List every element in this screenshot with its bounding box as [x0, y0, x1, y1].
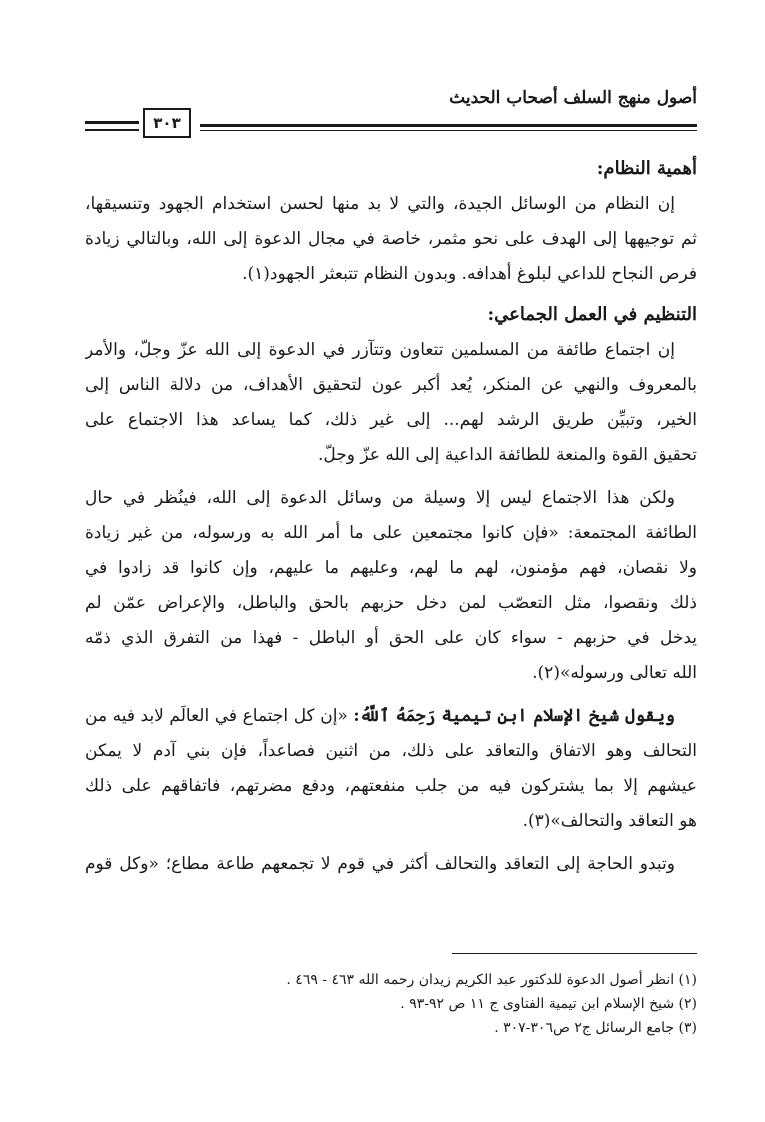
footnote: (٢) شيخ الإسلام ابن تيمية الفتاوى ج ١١ ص ٩٢-٩٣ . — [400, 996, 697, 1012]
footnotes — [85, 968, 697, 1040]
paragraph — [85, 187, 697, 292]
paragraph — [85, 481, 697, 691]
text-line: ولكن هذا الاجتماع ليس إلا وسيلة من وسائل الدعوة إلى الله، فينُظر في حال — [85, 488, 675, 508]
text-line: يدخل في حزبهم - سواء كان على الحق أو الباطل - فهذا من التفرق الذي ذمّه — [85, 628, 697, 648]
footnote-separator — [452, 953, 697, 954]
text-line: هو التعاقد والتحالف»(٣). — [522, 811, 697, 831]
running-title: أصول منهج السلف أصحاب الحديث — [449, 88, 697, 108]
text-line: إن النظام من الوسائل الجيدة، والتي لا بد منها لحسن استخدام الجهود وتنسيقها، — [85, 194, 675, 214]
quoted-author: ويقول شيخ الإسلام ابن تيمية رَحِمَهُ ٱللَّهُ: — [353, 706, 675, 726]
header-ornament-bar — [85, 129, 139, 131]
section-heading: التنظيم في العمل الجماعي: — [487, 304, 697, 325]
header-rule-thin — [200, 130, 697, 131]
page-number: ٣٠٣ — [143, 108, 191, 138]
header-rule — [200, 124, 697, 127]
text-line: الخير، وتبيِّن طريق الرشد لهم... إلى غير ذلك، كما يساعد هذا الاجتماع على — [85, 410, 697, 430]
header-ornament-bar — [85, 121, 139, 124]
text-line: إن اجتماع طائفة من المسلمين تتعاون وتتآزر في الدعوة إلى الله عزّ وجلّ، والأمر — [85, 340, 675, 360]
text-line: ذلك ونقصوا، مثل التعصّب لمن دخل حزبهم بالحق والباطل، والإعراض عمّن لم — [85, 593, 697, 613]
footnote: (١) انظر أصول الدعوة للدكتور عبد الكريم زيدان رحمه الله ٤٦٣ - ٤٦٩ . — [286, 972, 697, 988]
paragraph — [85, 847, 697, 882]
text-line: التحالف وهو الاتفاق والتعاقد على ذلك، من اثنين فصاعداً، فإن بني آدم لا يمكن — [85, 741, 697, 761]
text-line — [85, 699, 697, 734]
text-line: تحقيق القوة والمنعة للطائفة الداعية إلى الله عزّ وجلّ. — [318, 445, 697, 465]
text-line: الطائفة المجتمعة: «فإن كانوا مجتمعين على ما أمر الله به ورسوله، من غير زيادة — [85, 523, 697, 543]
text-line: وتبدو الحاجة إلى التعاقد والتحالف أكثر في قوم لا تجمعهم طاعة مطاع؛ «وكل قوم — [85, 854, 675, 874]
text-line: عيشهم إلا بما يشتركون فيه من جلب منفعتهم، ودفع مضرتهم، فاتفاقهم على ذلك — [85, 776, 697, 796]
text-line: ثم توجيهها إلى الهدف على نحو مثمر، خاصة في مجال الدعوة إلى الله، وبالتالي زيادة — [85, 229, 697, 249]
text-line: فرص النجاح للداعي لبلوغ أهدافه. وبدون النظام تتبعثر الجهود(١). — [242, 264, 697, 284]
text-line: بالمعروف والنهي عن المنكر، يُعد أكبر عون لتحقيق الأهداف، من دلالة الناس إلى — [85, 375, 697, 395]
main-text — [85, 150, 697, 890]
paragraph — [85, 333, 697, 473]
text-line: ولا نقصان، فهم مؤمنون، لهم ما لهم، وعليهم ما عليهم، وإن كانوا قد زادوا في — [85, 558, 697, 578]
section-heading: أهمية النظام: — [596, 158, 697, 179]
quote-text: «إن كل اجتماع في العالَم لابد فيه من — [85, 706, 354, 726]
paragraph — [85, 699, 697, 839]
text-line: الله تعالى ورسوله»(٢). — [532, 663, 697, 683]
footnote: (٣) جامع الرسائل ج٢ ص٣٠٦-٣٠٧ . — [494, 1020, 697, 1036]
